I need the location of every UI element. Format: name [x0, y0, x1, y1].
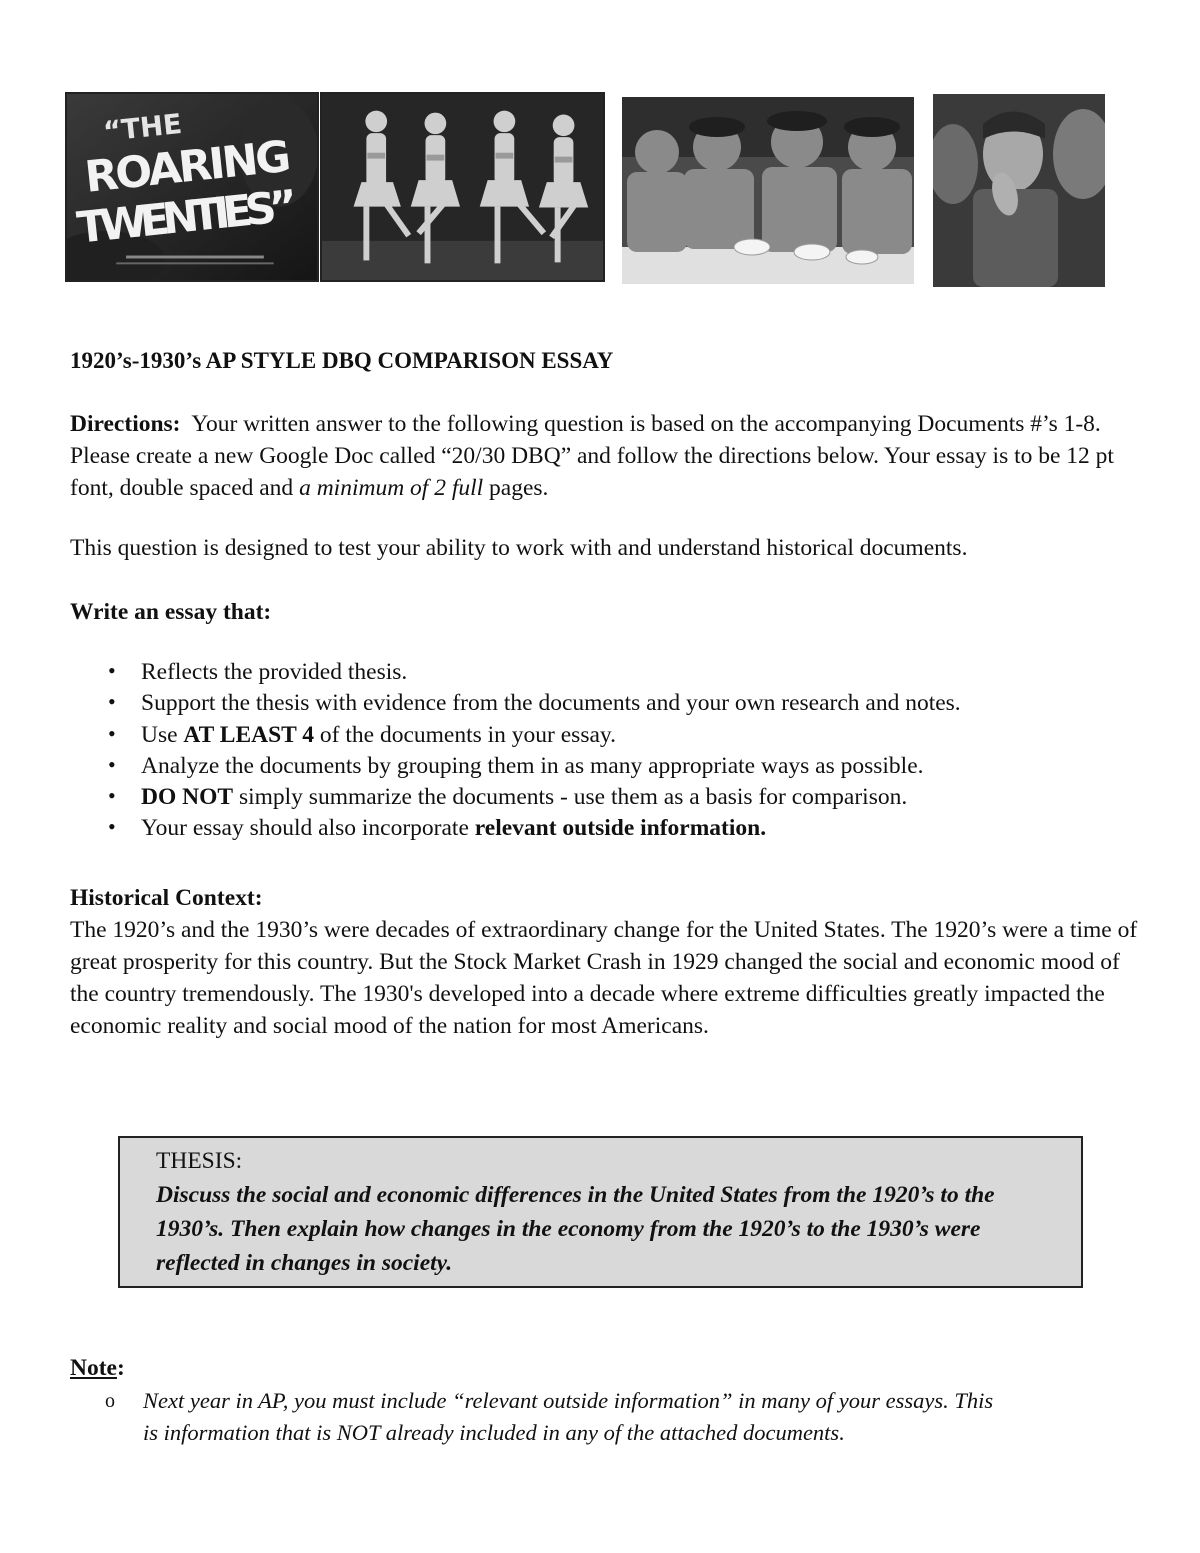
roaring-twenties-poster [65, 92, 319, 282]
bullet-text: Reflects the provided thesis. [141, 659, 408, 685]
circle-bullet-icon: o [105, 1390, 115, 1412]
directions-end: pages. [483, 475, 549, 501]
bullet-text: Analyze the documents by grouping them in as many appropriate ways as possible. [141, 752, 924, 779]
list-item [70, 657, 1150, 688]
thesis-label: THESIS: [156, 1148, 243, 1174]
bullet-text: Support the thesis with evidence from the documents and your own research and notes. [141, 690, 961, 717]
bullet-text: of the documents in your essay. [314, 721, 617, 748]
note-heading [70, 1352, 1140, 1384]
historical-context-body: The 1920’s and the 1930’s were decades of extraordinary change for the United States. The 1920’s were a time of great prosperity for this country. But the Stock Market Crash in 1929 changed the social and economic mood of the country tremendously. The 1930's developed into a decade where extreme difficulties greatly impacted the economic reality and social mood of the nation for most Americans. [70, 917, 1138, 1039]
note-line-2: is information that is NOT already included in any of the attached documents. [143, 1420, 845, 1445]
thesis-text: Discuss the social and economic differences in the United States from the 1920’s to the 1930’s. Then explain how changes in the economy from the 1920’s to the 1930’s were reflected in changes in society. [156, 1182, 995, 1276]
purpose-statement: This question is designed to test your ability to work with and understand historical documents. [70, 535, 968, 561]
poster-word-the: “THE [101, 108, 184, 148]
directions-paragraph [70, 408, 1140, 504]
list-item [70, 688, 1150, 719]
page-title: 1920’s-1930’s AP STYLE DBQ COMPARISON ESSAY [70, 348, 614, 373]
bullet-text: Your essay should also incorporate [141, 815, 475, 842]
list-item [70, 720, 1150, 751]
poster-word-roaring: ROARING [82, 131, 294, 203]
bullet-bold: relevant outside information. [474, 815, 767, 842]
bullet-text: Use [141, 721, 184, 748]
directions-text: Your written answer to the following question is based on the accompanying Documents #’s 1-8. Please create a new Google Doc called “20/30 DBQ” and follow the directions below. Your essay is to be 12 pt font, double spaced and [70, 411, 1114, 501]
historical-context-heading: Historical Context: [70, 885, 263, 911]
breadline-men-eating-photo [622, 97, 914, 284]
note-colon: : [116, 1355, 125, 1381]
list-item [70, 782, 1150, 813]
bullet-bold: DO NOT [141, 784, 234, 811]
thesis-box [118, 1136, 1083, 1288]
write-heading: Write an essay that: [70, 599, 272, 625]
poster-word-twenties: TWENTIES” [74, 181, 301, 254]
flapper-dancers-photo [320, 92, 605, 282]
directions-italic: a minimum of 2 full [299, 475, 484, 501]
list-item [70, 813, 1150, 844]
list-item [70, 751, 1150, 782]
bullet-bold: AT LEAST 4 [183, 721, 315, 748]
note-item [105, 1385, 1135, 1449]
essay-requirements-list [70, 657, 1150, 845]
directions-label: Directions: [70, 411, 181, 437]
bullet-text: simply summarize the documents - use them as a basis for comparison. [233, 784, 908, 811]
migrant-mother-photo [933, 94, 1105, 287]
note-line-1: Next year in AP, you must include “relevant outside information” in many of your essays. This [143, 1388, 994, 1413]
note-label: Note [70, 1355, 117, 1381]
